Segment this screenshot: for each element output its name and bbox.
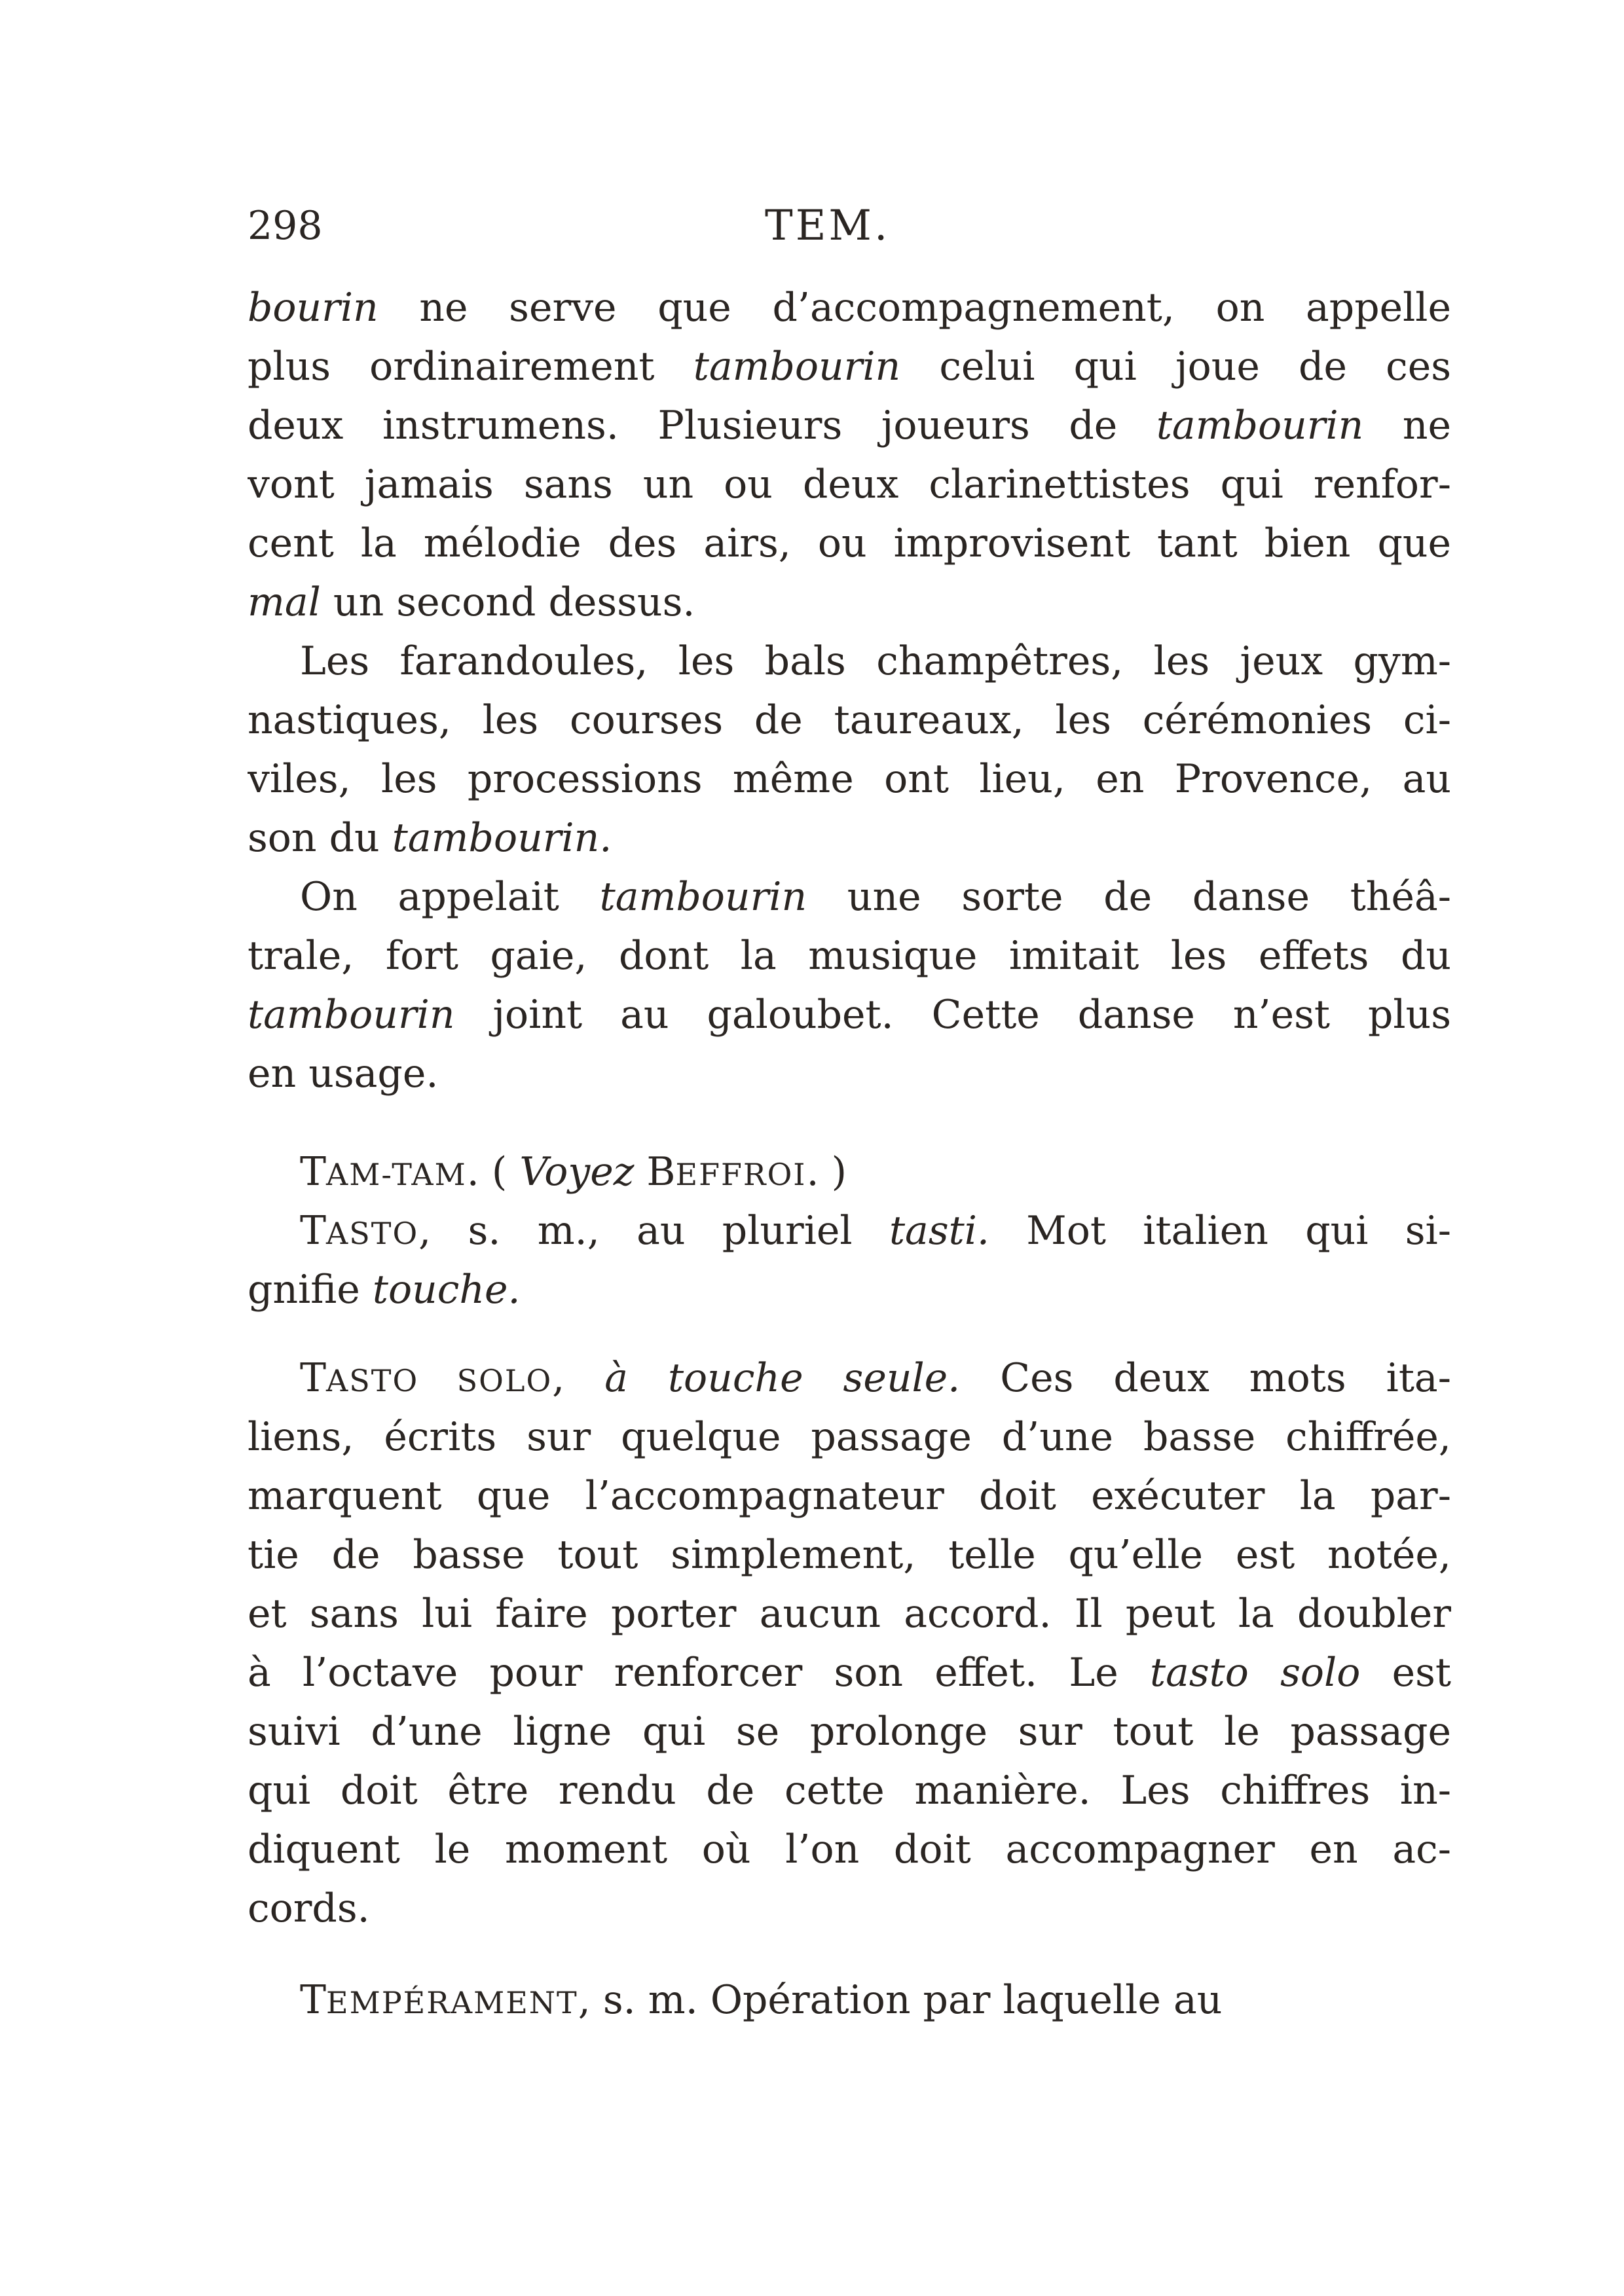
text-run: ASTO xyxy=(326,1216,419,1251)
text-run: EMPÉRAMENT xyxy=(326,1985,578,2020)
paragraph-gap xyxy=(248,1938,1451,1971)
page-number: 298 xyxy=(248,203,323,249)
text-line xyxy=(248,337,1451,396)
text-run: tambourin xyxy=(599,874,807,920)
text-run: suivi d’une ligne qui se prolonge sur tout le passage xyxy=(248,1709,1451,1755)
text-run: qui doit être rendu de cette manière. Les chiffres in- xyxy=(248,1768,1451,1813)
text-line xyxy=(248,1702,1451,1761)
text-run: deux instrumens. Plusieurs joueurs de xyxy=(248,403,1156,448)
text-run: bourin xyxy=(248,285,378,331)
text-run: Les farandoules, les bals champêtres, les jeux gym- xyxy=(300,638,1451,684)
text-run: joint au galoubet. Cette danse n’est plus xyxy=(454,992,1451,1038)
text-line xyxy=(248,455,1451,514)
running-head xyxy=(248,190,1451,262)
text-line xyxy=(248,396,1451,455)
text-line xyxy=(248,809,1451,867)
paragraph xyxy=(248,1971,1451,2030)
text-run: EFFROI xyxy=(675,1157,807,1192)
text-run: T xyxy=(300,1977,327,2023)
text-run xyxy=(634,1149,646,1195)
paragraph xyxy=(248,867,1451,1103)
text-run: , s. m. Opération par laquelle au xyxy=(578,1977,1223,2023)
text-run: à l’octave pour renforcer son effet. Le xyxy=(248,1650,1150,1696)
text-run: tambourin xyxy=(693,344,901,390)
text-run: tie de basse tout simplement, telle qu’elle est notée, xyxy=(248,1532,1451,1578)
text-run: est xyxy=(1360,1650,1451,1696)
text-run: . ( xyxy=(466,1149,520,1195)
text-run: Mot italien qui si- xyxy=(989,1208,1451,1254)
text-run: ne serve que d’accompagnement, on appelle xyxy=(378,285,1451,331)
text-line xyxy=(248,691,1451,750)
text-run: ASTO SOLO xyxy=(326,1363,553,1398)
text-line xyxy=(248,1201,1451,1260)
text-run: celui qui joue de ces xyxy=(900,344,1451,390)
text-run: et sans lui faire porter aucun accord. Il peut la doubler xyxy=(248,1591,1451,1637)
text-run: en usage. xyxy=(248,1051,439,1097)
text-line xyxy=(248,867,1451,926)
text-line xyxy=(248,1820,1451,1879)
text-run: ne xyxy=(1363,403,1451,448)
text-line xyxy=(248,750,1451,809)
paragraph xyxy=(248,1201,1451,1319)
text-line xyxy=(248,1643,1451,1702)
text-line xyxy=(248,278,1451,337)
text-run: mal xyxy=(248,579,321,625)
text-run: trale, fort gaie, dont la musique imitait les effets du xyxy=(248,933,1451,979)
text-run: plus ordinairement xyxy=(248,344,693,390)
text-line xyxy=(248,1142,1451,1201)
text-run: à touche seule. xyxy=(604,1355,961,1401)
text-run: gnifie xyxy=(248,1267,373,1313)
paragraph xyxy=(248,1349,1451,1938)
paragraph xyxy=(248,278,1451,632)
text-run: liens, écrits sur quelque passage d’une basse chiffrée, xyxy=(248,1414,1451,1460)
text-line xyxy=(248,1879,1451,1938)
text-run: On appelait xyxy=(300,874,600,920)
text-run: Ces deux mots ita- xyxy=(960,1355,1451,1401)
text-line xyxy=(248,985,1451,1044)
paragraph-gap xyxy=(248,1319,1451,1349)
text-run: , s. m., au pluriel xyxy=(418,1208,889,1254)
text-run: . ) xyxy=(806,1149,847,1195)
text-line xyxy=(248,1260,1451,1319)
text-line xyxy=(248,1971,1451,2030)
text-run: une sorte de danse théâ- xyxy=(807,874,1451,920)
text-line xyxy=(248,926,1451,985)
text-line xyxy=(248,632,1451,691)
text-line xyxy=(248,514,1451,573)
text-run: tasti. xyxy=(889,1208,989,1254)
text-run: touche. xyxy=(372,1267,521,1313)
text-run: tambourin xyxy=(248,992,455,1038)
text-run: tambourin xyxy=(1156,403,1364,448)
text-line xyxy=(248,1761,1451,1820)
text-run: marquent que l’accompagnateur doit exécuter la par- xyxy=(248,1473,1451,1519)
text-run: , xyxy=(552,1355,605,1401)
text-run: T xyxy=(300,1355,327,1401)
text-run: T xyxy=(300,1149,327,1195)
text-line xyxy=(248,1584,1451,1643)
text-run: son du xyxy=(248,815,392,861)
section-heading: TEM. xyxy=(765,202,891,250)
text-line xyxy=(248,1044,1451,1103)
text-run: cords. xyxy=(248,1886,370,1931)
paragraph xyxy=(248,1142,1451,1201)
paragraph-gap xyxy=(248,1103,1451,1142)
text-run: nastiques, les courses de taureaux, les cérémonies ci- xyxy=(248,697,1451,743)
text-run: T xyxy=(300,1208,327,1254)
text-run: AM-TAM xyxy=(326,1157,467,1192)
body-text xyxy=(248,278,1451,2030)
text-line xyxy=(248,1525,1451,1584)
text-run: tasto solo xyxy=(1149,1650,1361,1696)
text-run: Voyez xyxy=(519,1149,635,1195)
text-run: diquent le moment où l’on doit accompagner en ac- xyxy=(248,1827,1451,1872)
paragraph xyxy=(248,632,1451,867)
text-run: viles, les processions même ont lieu, en Provence, au xyxy=(248,756,1451,802)
text-run: B xyxy=(646,1149,676,1195)
text-line xyxy=(248,1408,1451,1467)
text-run: tambourin. xyxy=(392,815,612,861)
text-run: vont jamais sans un ou deux clarinettistes qui renfor- xyxy=(248,462,1451,507)
text-line xyxy=(248,573,1451,632)
text-line xyxy=(248,1349,1451,1408)
text-run: cent la mélodie des airs, ou improvisent tant bien que xyxy=(248,520,1451,566)
text-line xyxy=(248,1467,1451,1525)
text-run: un second dessus. xyxy=(320,579,695,625)
